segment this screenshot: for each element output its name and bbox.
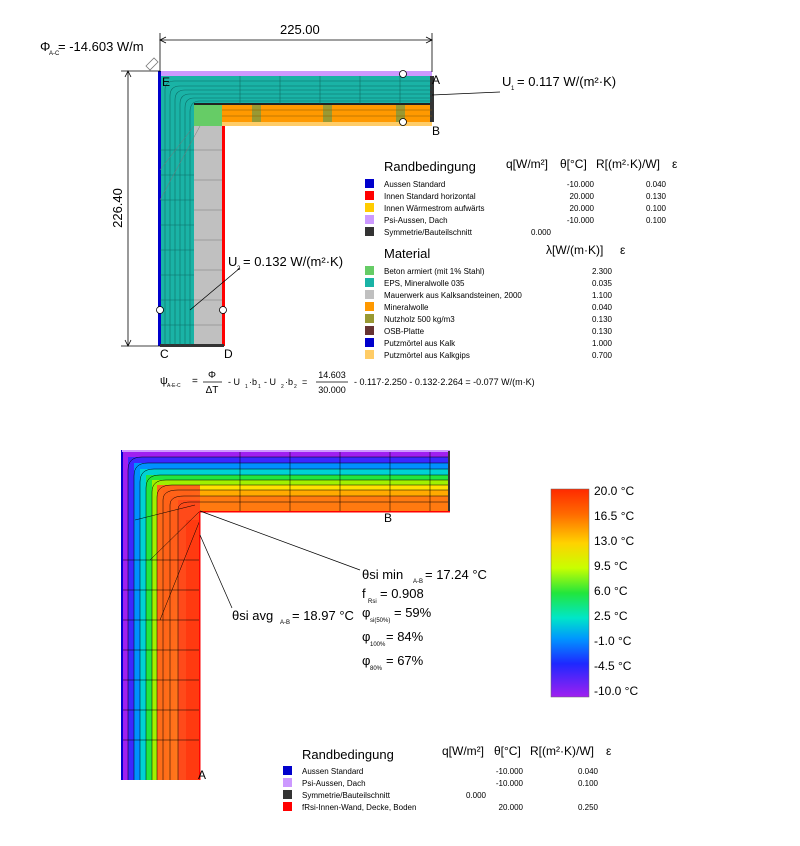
formula-t1s2: 1 (258, 384, 261, 390)
legend-row-r: 0.040 (577, 767, 598, 776)
legend-row-theta: -10.000 (495, 779, 523, 788)
measure-point-inner-roof (400, 119, 407, 126)
scale-label: 13.0 °C (594, 534, 635, 548)
theta-avg-value: = 18.97 °C (292, 608, 354, 623)
theta-min-value: = 17.24 °C (425, 567, 487, 582)
legend-swatch (365, 326, 374, 335)
legend-row-lambda: 0.130 (591, 315, 612, 324)
legend-row-name: Psi-Aussen, Dach (384, 216, 448, 225)
legend-row-name: OSB-Platte (384, 327, 425, 336)
theta-min-sub: A-B (413, 579, 424, 585)
legend-row-theta: 20.000 (569, 204, 594, 213)
phi80-value: = 67% (386, 653, 424, 668)
theta-avg-symbol: θsi avg (232, 608, 274, 623)
bottom-legend-col-theta: θ[°C] (494, 744, 521, 758)
u-wall-symbol: U (228, 254, 238, 269)
formula-eq2: = (302, 377, 308, 387)
formula-t1s1: 1 (245, 384, 248, 390)
formula-psi: ψ (160, 375, 168, 387)
legend-swatch (365, 314, 374, 323)
legend-col-eps: ε (672, 157, 678, 171)
phi-symbol: Φ (40, 39, 51, 54)
legend-row-theta: -10.000 (566, 180, 594, 189)
legend-row-theta: 20.000 (569, 192, 594, 201)
masonry-wall-region (194, 126, 222, 346)
legend-row-name: Beton armiert (mit 1% Stahl) (384, 267, 485, 276)
legend-row-name: Aussen Standard (302, 767, 364, 776)
u-wall-value: = 0.132 W/(m²·K) (243, 254, 344, 269)
roof-layer-line (194, 103, 432, 105)
point-label-b: B (432, 124, 441, 138)
legend-swatch (365, 203, 374, 212)
psi-formula (160, 370, 535, 396)
scale-label: 6.0 °C (594, 584, 628, 598)
legend-swatch (365, 338, 374, 347)
formula-psi-sub: A-E-C (167, 383, 181, 389)
bottom-legend-col-q: q[W/m²] (442, 744, 484, 758)
formula-num: Φ (208, 370, 216, 381)
legend-row-lambda: 1.000 (591, 339, 612, 348)
legend-swatch (283, 766, 292, 775)
legend-swatch (365, 302, 374, 311)
f-rsi-sub: Rsi (368, 599, 377, 605)
bottom-leader-lines (200, 511, 360, 608)
scale-label: -1.0 °C (594, 634, 632, 648)
phi100-value: = 84% (386, 629, 424, 644)
flux-arrow-icon (146, 58, 158, 70)
phi80-sub: 80% (370, 666, 383, 672)
dimension-horizontal-label: 225.00 (280, 22, 320, 37)
phi100-sub: 100% (370, 642, 386, 648)
point-label-c: C (160, 347, 169, 361)
legend-row-name: Mauerwerk aus Kalksandsteinen, 2000 (384, 291, 522, 300)
roof-outer-boundary (160, 71, 432, 76)
legend-col-r: R[(m²·K)/W] (596, 157, 660, 171)
formula-t2b: ·b (285, 377, 294, 387)
legend-row-lambda: 0.040 (591, 303, 612, 312)
formula-t2s1: 2 (281, 384, 284, 390)
legend-swatch (365, 227, 374, 236)
legend-row-name: fRsi-Innen-Wand, Decke, Boden (302, 803, 417, 812)
legend-row-name: Mineralwolle (384, 303, 429, 312)
scale-label: 20.0 °C (594, 484, 635, 498)
legend-row-theta: 20.000 (498, 803, 523, 812)
legend-row-name: Putzmörtel aus Kalk (384, 339, 456, 348)
u-roof-value: = 0.117 W/(m²·K) (517, 74, 617, 89)
legend-col-theta: θ[°C] (560, 157, 587, 171)
bottom-boundary-legend (283, 744, 612, 812)
bottom-point-b: B (384, 511, 393, 525)
measure-point-inner-wall (220, 307, 227, 314)
legend-title: Randbedingung (384, 159, 476, 174)
legend-row-name: Innen Wärmestrom aufwärts (384, 204, 485, 213)
legend-row-lambda: 0.700 (591, 351, 612, 360)
phi-value: = -14.603 W/m (58, 39, 144, 54)
scale-label: -10.0 °C (594, 684, 639, 698)
point-label-d: D (224, 347, 233, 361)
material-legend (365, 243, 626, 360)
formula-eq: = (192, 376, 198, 387)
legend-col-q: q[W/m²] (506, 157, 548, 171)
legend-swatch (365, 179, 374, 188)
phi50-sub: si(50%) (370, 618, 391, 624)
symmetry-cut-bottom (160, 344, 224, 347)
color-scale-bar (551, 489, 589, 697)
phi50-symbol: φ (362, 605, 371, 620)
phi80-symbol: φ (362, 653, 371, 668)
theta-min-symbol: θsi min (362, 567, 404, 582)
legend-swatch (283, 802, 292, 811)
u-roof-symbol: U (502, 74, 512, 89)
legend-row-name: Innen Standard horizontal (384, 192, 476, 201)
formula-den2: 30.000 (318, 385, 346, 395)
scale-label: 16.5 °C (594, 509, 635, 523)
formula-t2s2: 2 (294, 384, 297, 390)
u-wall-subscript: 2 (237, 266, 241, 272)
bottom-legend-col-r: R[(m²·K)/W] (530, 744, 594, 758)
legend-row-r: 0.130 (645, 192, 666, 201)
measure-point-top (400, 71, 407, 78)
legend-row-r: 0.100 (645, 204, 666, 213)
formula-num2: 14.603 (318, 370, 346, 380)
temperature-color-scale (551, 484, 638, 698)
legend-swatch (365, 215, 374, 224)
f-rsi-symbol: f (362, 586, 366, 601)
bottom-legend-title: Randbedingung (302, 747, 394, 762)
bottom-legend-col-eps: ε (606, 744, 612, 758)
u-roof-subscript: 1 (511, 86, 515, 92)
legend-row-name: Symmetrie/Bauteilschnitt (384, 228, 473, 237)
phi50-value: = 59% (394, 605, 432, 620)
legend-row-lambda: 2.300 (591, 267, 612, 276)
scale-label: 2.5 °C (594, 609, 628, 623)
legend-row-lambda: 1.100 (591, 291, 612, 300)
material-col-eps: ε (620, 243, 626, 257)
legend-swatch (365, 290, 374, 299)
legend-row-r: 0.100 (645, 216, 666, 225)
legend-swatch (283, 778, 292, 787)
legend-row-name: Psi-Aussen, Dach (302, 779, 366, 788)
bottom-point-a: A (198, 768, 207, 782)
f-rsi-value: = 0.908 (380, 586, 424, 601)
point-label-e: E (162, 75, 171, 89)
phi100-symbol: φ (362, 629, 371, 644)
legend-row-name: Nutzholz 500 kg/m3 (384, 315, 455, 324)
legend-row-q: 0.000 (530, 228, 551, 237)
top-boundary-legend (365, 157, 678, 237)
legend-row-lambda: 0.130 (591, 327, 612, 336)
legend-row-r: 0.100 (577, 779, 598, 788)
theta-avg-sub: A-B (280, 620, 291, 626)
formula-t1b: ·b (249, 377, 258, 387)
scale-label: 9.5 °C (594, 559, 628, 573)
material-col-lambda: λ[W/(m·K)] (546, 243, 604, 257)
legend-swatch (365, 266, 374, 275)
formula-rest: - 0.117·2.250 - 0.132·2.264 = -0.077 W/(m·K) (354, 377, 535, 387)
dimension-vertical-label: 226.40 (110, 188, 125, 228)
legend-row-name: Aussen Standard (384, 180, 446, 189)
timber-rafter-1 (252, 104, 261, 122)
formula-den: ΔT (205, 385, 219, 396)
legend-row-theta: -10.000 (566, 216, 594, 225)
phi-subscript: A-C (49, 51, 60, 57)
legend-row-theta: -10.000 (495, 767, 523, 776)
outer-wall-boundary (158, 71, 161, 346)
timber-rafter-2 (323, 104, 332, 122)
legend-row-name: Putzmörtel aus Kalkgips (384, 351, 470, 360)
point-label-a: A (432, 73, 441, 87)
scale-label: -4.5 °C (594, 659, 632, 673)
legend-row-r: 0.250 (577, 803, 598, 812)
material-legend-title: Material (384, 246, 431, 261)
legend-swatch (365, 191, 374, 200)
legend-row-q: 0.000 (465, 791, 486, 800)
legend-swatch (365, 278, 374, 287)
legend-row-r: 0.040 (645, 180, 666, 189)
legend-swatch (283, 790, 292, 799)
measure-point-outer-wall (157, 307, 164, 314)
legend-row-lambda: 0.035 (591, 279, 612, 288)
legend-row-name: EPS, Mineralwolle 035 (384, 279, 465, 288)
concrete-corner-region (194, 104, 222, 126)
legend-swatch (365, 350, 374, 359)
legend-row-name: Symmetrie/Bauteilschnitt (302, 791, 391, 800)
formula-term2: - U (264, 377, 276, 387)
formula-term1: - U (228, 377, 240, 387)
